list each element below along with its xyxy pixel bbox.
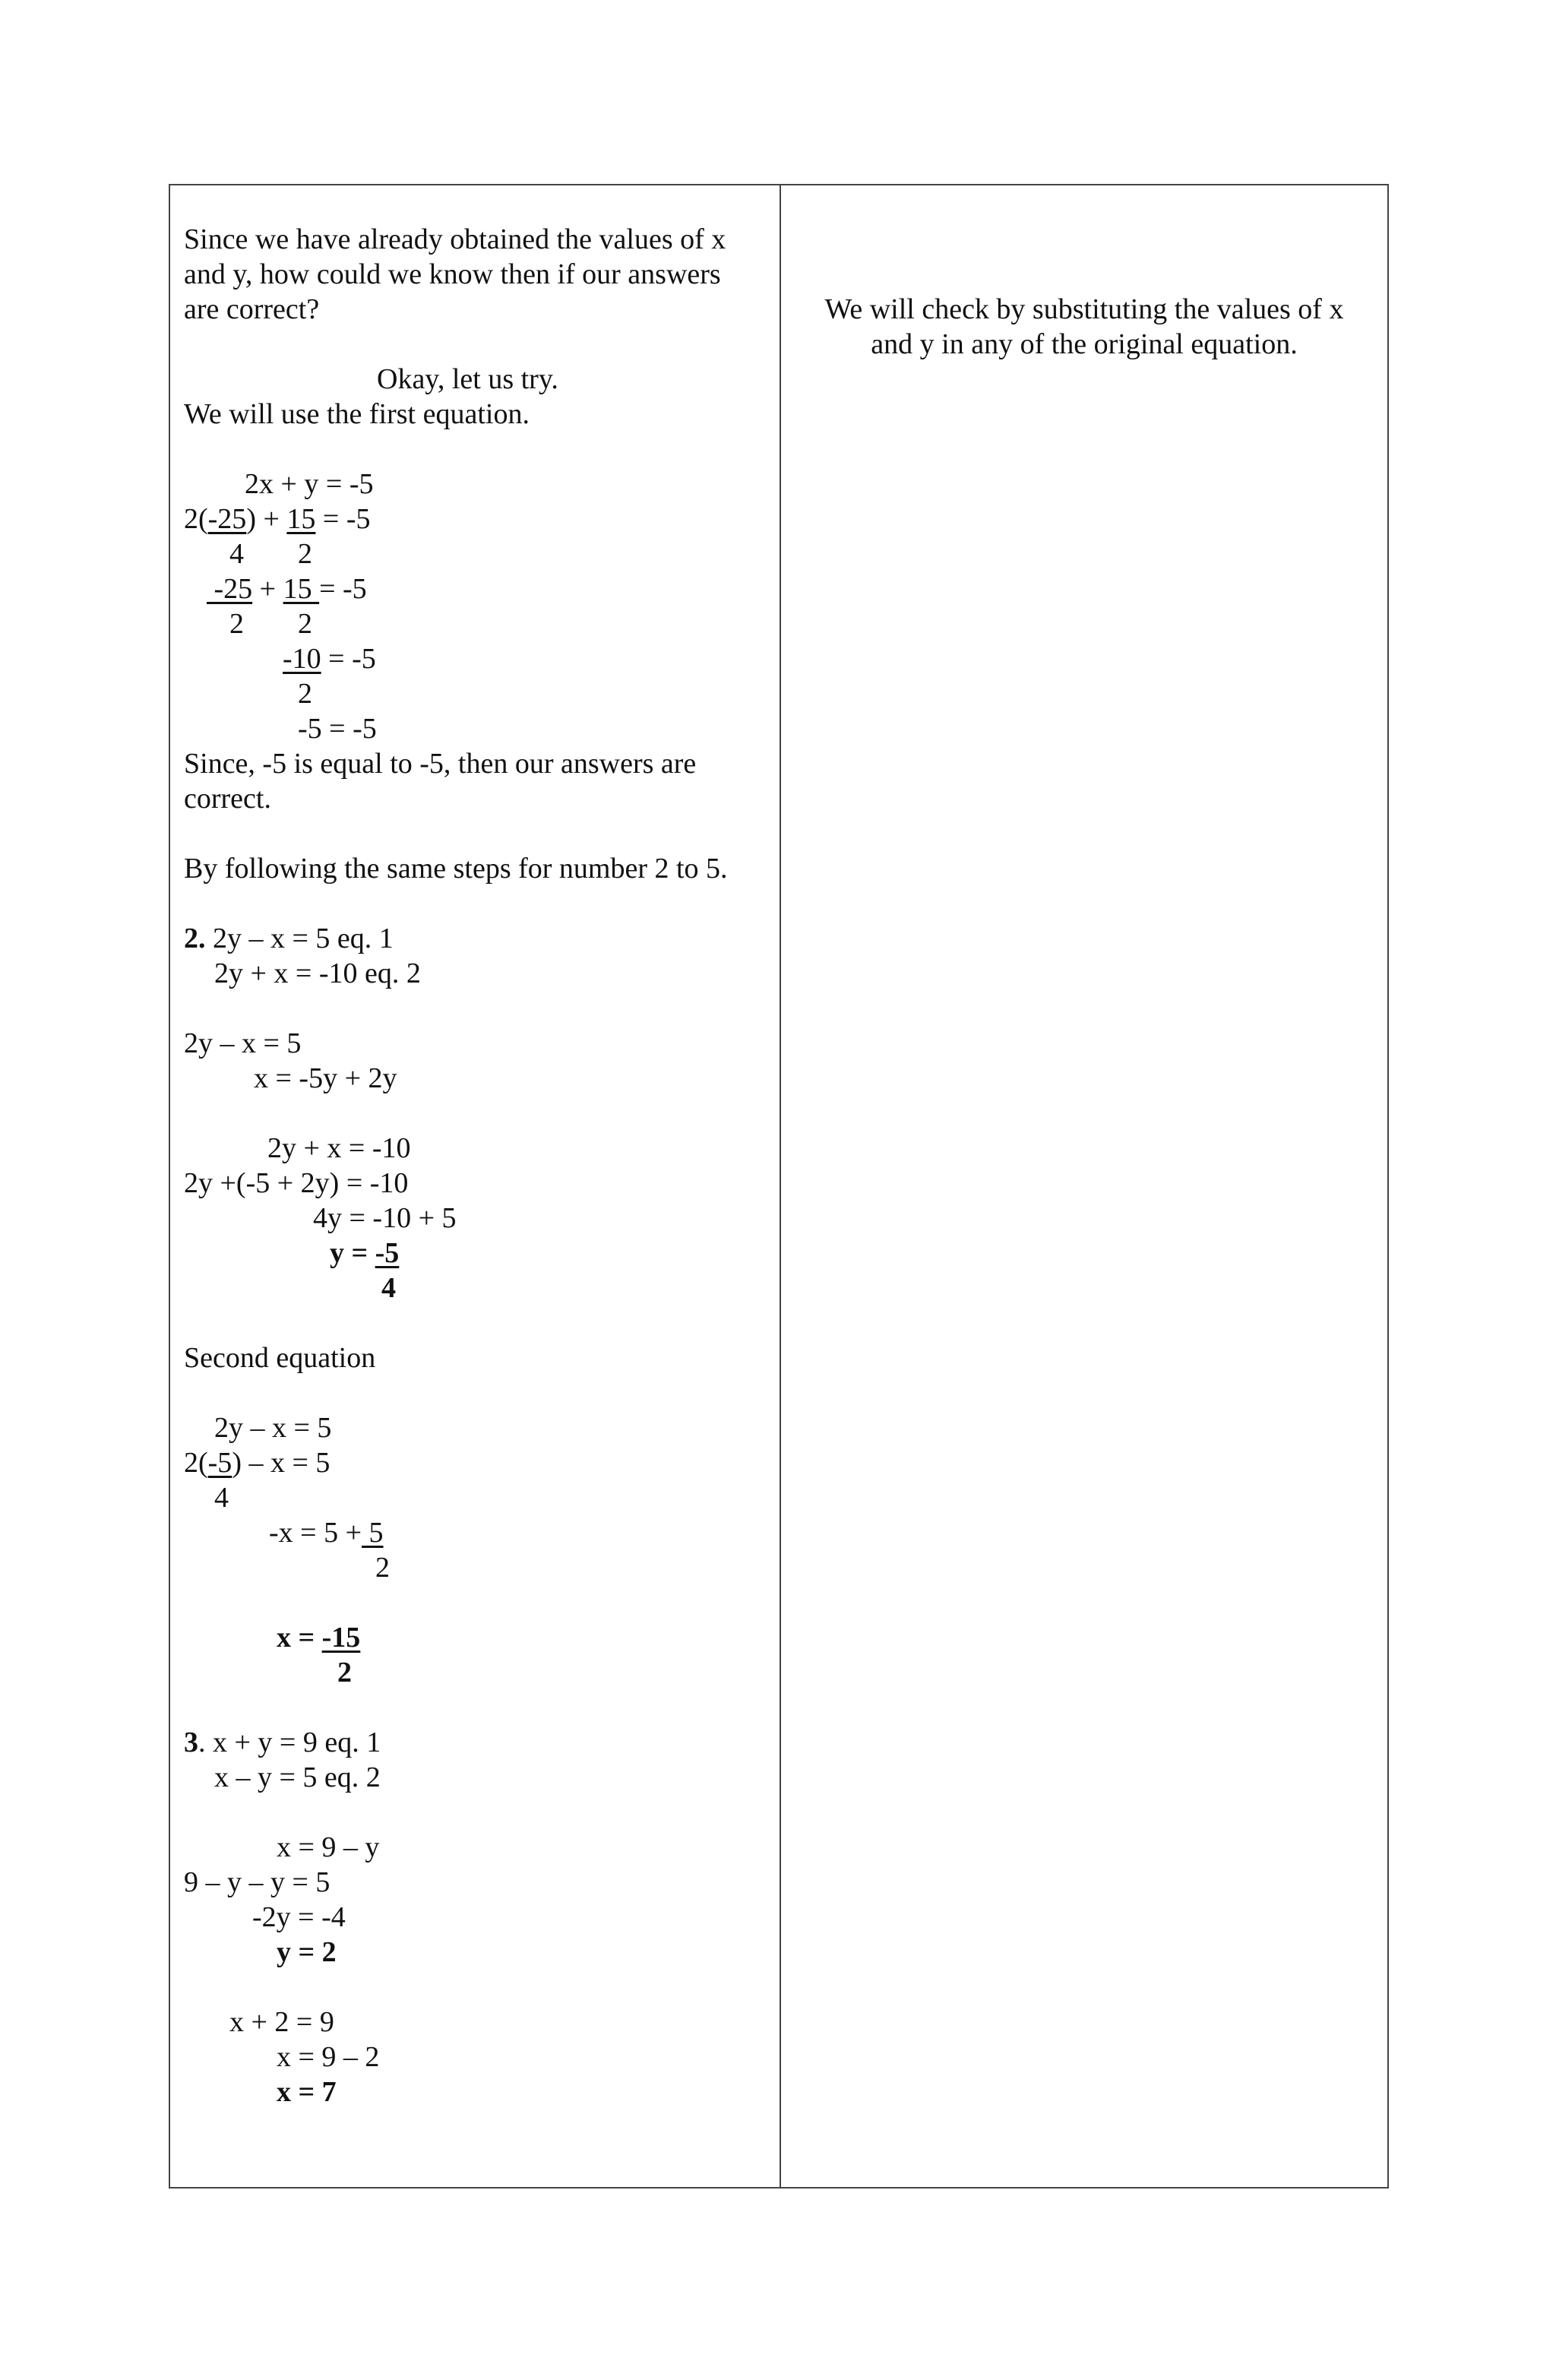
check-fractions: -25 + 15 = -5	[207, 573, 367, 605]
p2-x-result: x = -15	[277, 1622, 361, 1654]
p3-step-2: 9 – y – y = 5	[184, 1866, 330, 1898]
p2-y-denominator: 4	[381, 1272, 396, 1304]
answer-line-2: and y in any of the original equation.	[871, 328, 1298, 360]
p2-x-denominator: 2	[337, 1657, 352, 1688]
p2-second-step-2: 2(-5) – x = 5	[184, 1447, 330, 1479]
check-denominator-1: 4	[229, 538, 244, 570]
use-first-line: We will use the first equation.	[184, 398, 530, 430]
conclusion-line-1: Since, -5 is equal to -5, then our answers are	[184, 748, 697, 780]
conclusion-line-2: correct.	[184, 783, 271, 815]
p3-eq1: 3. x + y = 9 eq. 1	[184, 1726, 381, 1758]
okay-line: Okay, let us try.	[377, 363, 558, 395]
p3-step-6: x = 9 – 2	[277, 2041, 380, 2073]
right-column	[781, 185, 1387, 2187]
p3-step-3: -2y = -4	[252, 1901, 346, 1933]
p2-step-5: 4y = -10 + 5	[313, 1202, 457, 1234]
intro-line-1: Since we have already obtained the values of x	[184, 223, 726, 255]
p2-step-2: x = -5y + 2y	[254, 1062, 397, 1094]
check-sum-den: 2	[298, 678, 312, 710]
p2-second-equation: Second equation	[184, 1342, 376, 1374]
p2-step-4: 2y +(-5 + 2y) = -10	[184, 1167, 409, 1199]
p3-eq2: x – y = 5 eq. 2	[214, 1761, 381, 1793]
left-column	[170, 185, 780, 2187]
check-sum: -10 = -5	[283, 643, 376, 675]
p2-second-step-2-den: 4	[214, 1482, 229, 1514]
following-line: By following the same steps for number 2 to 5.	[184, 853, 728, 885]
check-equation: 2x + y = -5	[245, 468, 374, 500]
p2-second-step-3: -x = 5 + 5	[269, 1517, 384, 1549]
p3-step-5: x + 2 = 9	[229, 2006, 334, 2038]
intro-line-2: and y, how could we know then if our answers	[184, 258, 721, 290]
p2-second-step-1: 2y – x = 5	[214, 1412, 332, 1444]
p2-step-3: 2y + x = -10	[267, 1132, 411, 1164]
check-fraction-den-1: 2	[229, 608, 244, 640]
lesson-table	[169, 184, 1389, 2189]
p3-step-1: x = 9 – y	[277, 1831, 380, 1863]
check-substitution: 2(-25) + 15 = -5	[184, 503, 371, 535]
intro-line-3: are correct?	[184, 293, 320, 325]
p2-eq1: 2. 2y – x = 5 eq. 1	[184, 923, 394, 954]
p3-y-result: y = 2	[277, 1936, 337, 1968]
check-final: -5 = -5	[298, 713, 377, 745]
p3-x-result: x = 7	[277, 2076, 337, 2108]
p2-eq2: 2y + x = -10 eq. 2	[214, 957, 421, 989]
check-fraction-den-2: 2	[298, 608, 312, 640]
answer-line-1: We will check by substituting the values of x	[824, 293, 1344, 325]
check-denominator-2: 2	[298, 538, 312, 570]
p2-second-step-3-den: 2	[375, 1552, 390, 1584]
p2-y-result: y = -5	[330, 1237, 400, 1269]
p2-step-1: 2y – x = 5	[184, 1027, 302, 1059]
